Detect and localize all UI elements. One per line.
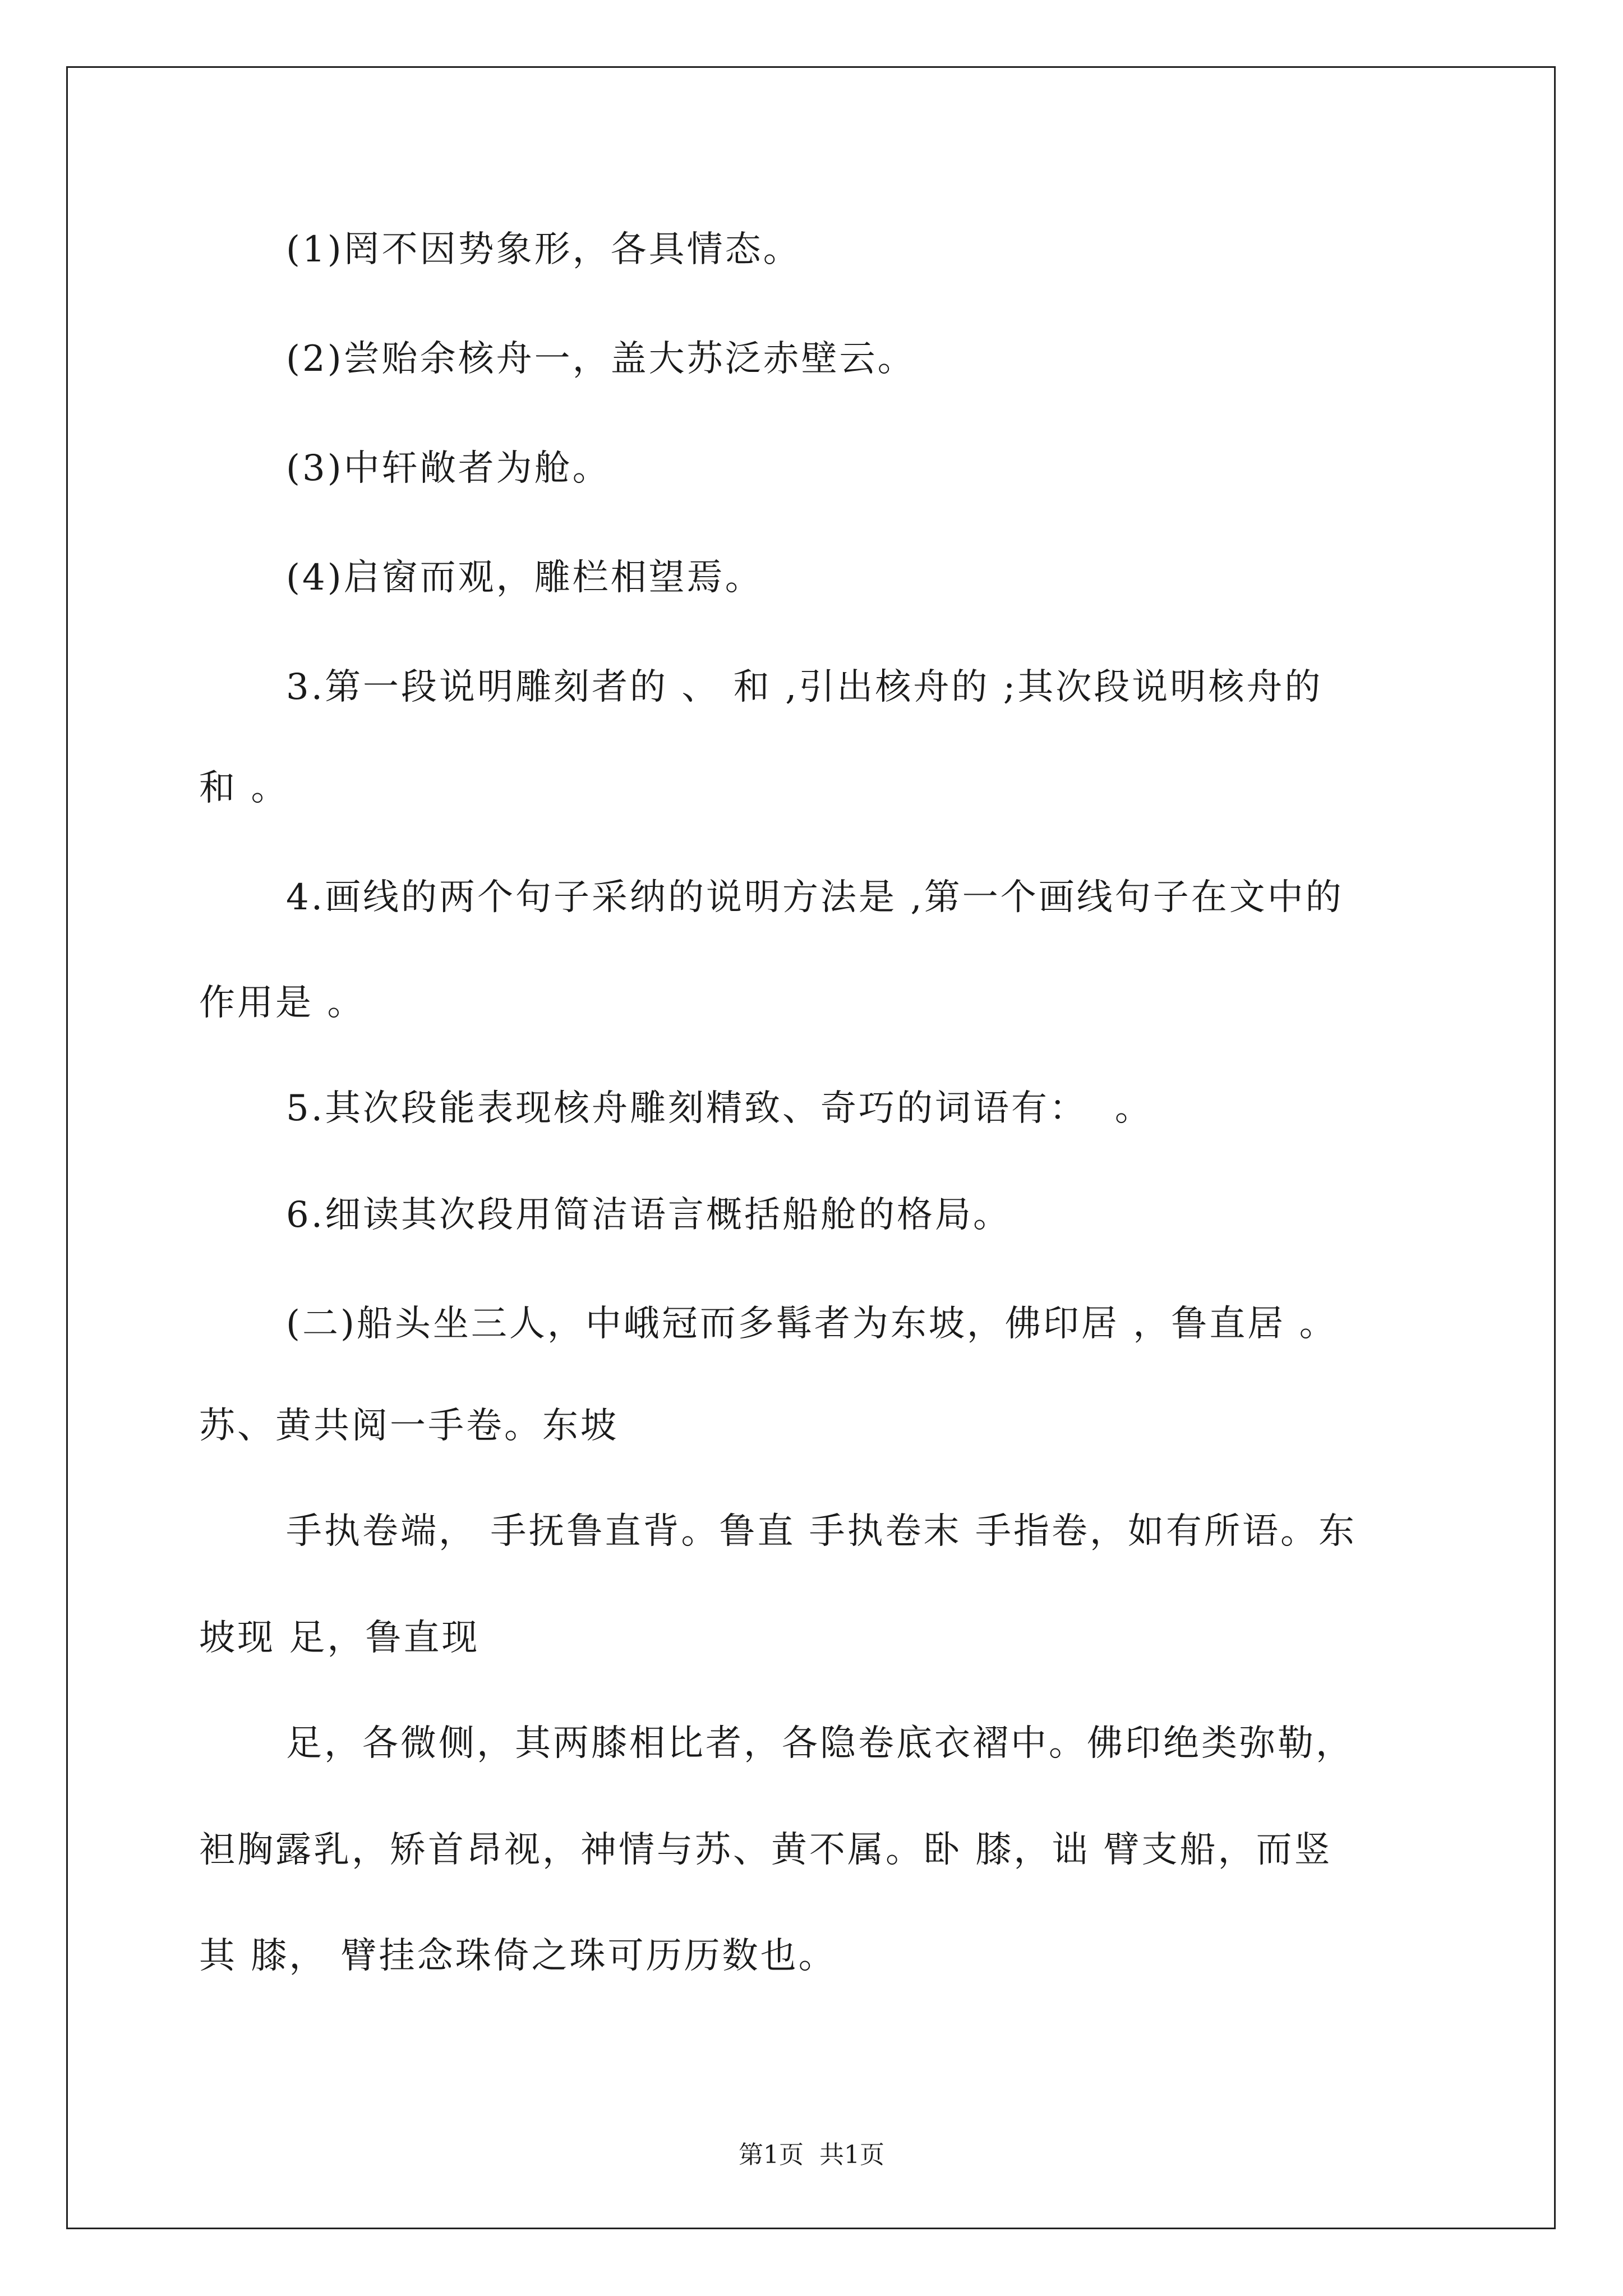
text-line: 作用是 。 bbox=[199, 982, 366, 1024]
text-line: 手执卷端， 手抚鲁直背。鲁直 手执卷末 手指卷，如有所语。东 bbox=[286, 1511, 1357, 1552]
text-line: 4.画线的两个句子采纳的说明方法是 ,第一个画线句子在文中的 bbox=[286, 877, 1344, 918]
text-line: 坡现 足，鲁直现 bbox=[199, 1617, 480, 1659]
text-line: (3)中轩敞者为舱。 bbox=[286, 448, 611, 489]
page-number-footer: 第1页 共1页 bbox=[739, 2141, 884, 2169]
text-line: (二)船头坐三人，中峨冠而多髯者为东坡，佛印居 ，鲁直居 。 bbox=[286, 1303, 1338, 1345]
text-line: 其 膝， 臂挂念珠倚之珠可历历数也。 bbox=[199, 1935, 837, 1977]
text-line: 3.第一段说明雕刻者的 、 和 ,引出核舟的 ;其次段说明核舟的 bbox=[286, 666, 1323, 708]
text-line: (2)尝贻余核舟一，盖大苏泛赤壁云。 bbox=[286, 338, 916, 380]
text-line: 和 。 bbox=[199, 767, 289, 809]
text-line: 苏、黄共阅一手卷。东坡 bbox=[199, 1405, 619, 1447]
text-line: (1)罔不因势象形，各具情态。 bbox=[286, 229, 801, 270]
text-line: 足，各微侧，其两膝相比者，各隐卷底衣褶中。佛印绝类弥勒， bbox=[286, 1723, 1354, 1764]
text-line: (4)启窗而观，雕栏相望焉。 bbox=[286, 557, 763, 599]
text-line: 5.其次段能表现核舟雕刻精致、奇巧的词语有： 。 bbox=[286, 1088, 1153, 1129]
text-line: 袒胸露乳，矫首昂视，神情与苏、黄不属。卧 膝，诎 臂支船，而竖 bbox=[199, 1829, 1332, 1871]
text-line: 6.细读其次段用简洁语言概括船舱的格局。 bbox=[286, 1194, 1012, 1236]
page-border bbox=[66, 66, 1556, 2229]
